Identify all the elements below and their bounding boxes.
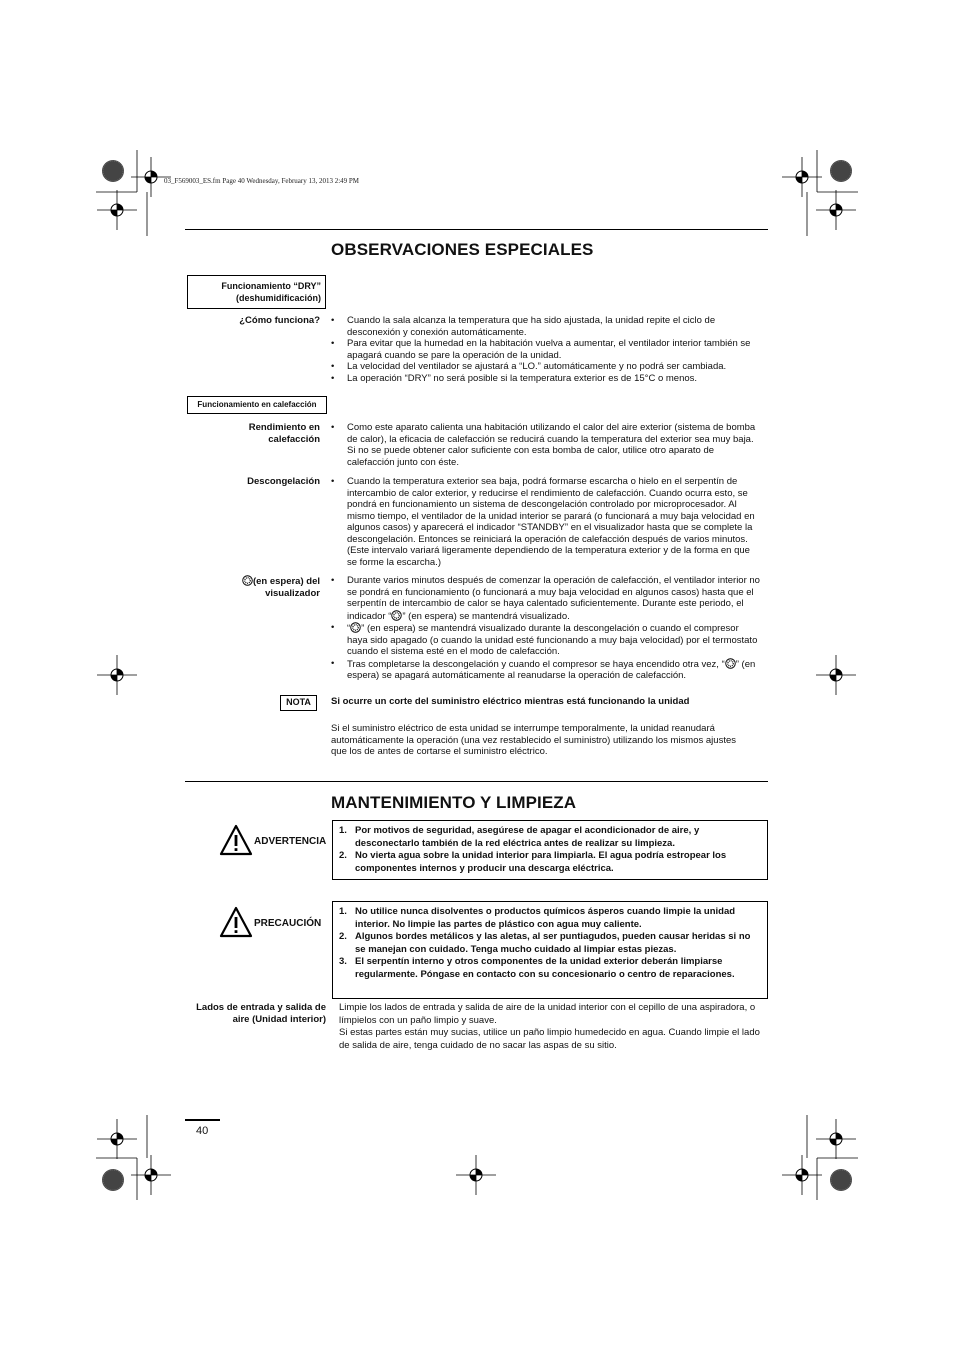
lados-label: Lados de entrada y salida de aire (Unidad interior) xyxy=(196,1002,326,1025)
como-funciona-list xyxy=(331,315,761,384)
section-title-mantenimiento: MANTENIMIENTO Y LIMPIEZA xyxy=(331,793,577,812)
list-item: 1. No utilice nunca disolventes o productos químicos ásperos cuando limpie la unidad interior. No limpie las partes de plástico con agua muy caliente. xyxy=(339,906,736,930)
standby-icon xyxy=(242,575,253,586)
list-item: • La operación “DRY” no será posible si la temperatura exterior es de 15°C o menos. xyxy=(331,373,761,385)
page-number: 40 xyxy=(196,1125,209,1137)
caution-triangle-icon xyxy=(219,906,253,938)
standby-text-2b: ” (en espera) se mantendrá visualizado durante la descongelación o cuando el compresor haya sido apagado (o cuando la unidad esté funcionando a muy baja velocidad) por el termostato cuando el sistema esté en el modo de calefacción. xyxy=(347,623,758,657)
nota-label: NOTA xyxy=(280,695,317,711)
warning-triangle-icon xyxy=(219,824,253,856)
como-funciona-label: ¿Cómo funciona? xyxy=(239,315,320,326)
list-item xyxy=(331,622,761,658)
advertencia-label: ADVERTENCIA xyxy=(254,836,327,847)
descongelacion-list xyxy=(331,476,761,568)
page-number-rule xyxy=(185,1119,220,1121)
standby-text-1b: ” (en espera) se mantendrá visualizado. xyxy=(402,610,570,622)
section-divider xyxy=(185,229,768,230)
list-item xyxy=(331,575,761,622)
nota-text: Si el suministro eléctrico de esta unidad se interrumpe temporalmente, la unidad reanudará automáticamente la operación (una vez restablecido el suministro) utilizando los mismos ajustes que los de antes de cortarse el suministro eléctrico. xyxy=(331,723,736,757)
list-item xyxy=(331,658,761,682)
standby-label-block xyxy=(206,575,320,600)
standby-icon xyxy=(391,610,402,621)
standby-text-1: Durante varios minutos después de comenzar la operación de calefacción, el ventilador interior no se pondrá en funcionamiento (o funcionará a muy baja velocidad en algunos casos) hasta que el serpentín de intercambio de calor se haya calentado suficientemente. Durante este periodo, el indicador “ xyxy=(347,575,760,622)
dry-mode-box: Funcionamiento “DRY” (deshumidificación) xyxy=(187,275,326,309)
list-item: 3. El serpentín interno y otros componentes de la unidad exterior deberán limpiarse regularmente. Póngase en contacto con su concesionario o centro de reparaciones. xyxy=(339,956,735,980)
precaucion-box xyxy=(332,901,768,999)
list-item: • Cuando la sala alcanza la temperatura que ha sido ajustada, la unidad repite el ciclo de desconexión y conexión automáticamente. xyxy=(331,315,761,338)
standby-text-2a: “ xyxy=(347,623,351,634)
heating-mode-box: Funcionamiento en calefacción xyxy=(187,396,327,414)
standby-list xyxy=(331,575,761,682)
file-header: 03_F569003_ES.fm Page 40 Wednesday, February 13, 2013 2:49 PM xyxy=(164,177,360,185)
standby-icon xyxy=(725,658,736,669)
lados-paragraph-1: Limpie los lados de entrada y salida de aire de la unidad interior con el cepillo de una aspiradora, o límpielos con un paño limpio y suave. xyxy=(339,1002,756,1026)
rendimiento-list xyxy=(331,422,761,468)
list-item: 2. Algunos bordes metálicos y las aletas, al ser puntiagudos, pueden causar heridas si no se manejan con cuidado. Tenga mucho cuidado al limpiar estas piezas. xyxy=(339,931,751,955)
rendimiento-label: Rendimiento en calefacción xyxy=(248,422,320,445)
section-divider xyxy=(185,781,768,782)
nota-heading: Si ocurre un corte del suministro eléctrico mientras está funcionando la unidad xyxy=(331,696,690,707)
lados-text xyxy=(339,1002,761,1052)
list-item: 1. Por motivos de seguridad, asegúrese de apagar el acondicionador de aire, y desconectarlo también de la red eléctrica antes de realizar su limpieza. xyxy=(339,825,700,849)
standby-text-3b: ” (en espera) se apagará automáticamente al reanudarse la operación de calefacción. xyxy=(347,658,756,681)
standby-text-3a: Tras completarse la descongelación y cuando el compresor se haya encendido otra vez, “ xyxy=(347,658,725,670)
list-item: • Para evitar que la humedad en la habitación vuelva a aumentar, el ventilador interior también se apagará cuando se pare la operación de la unidad. xyxy=(331,338,761,361)
standby-label: (en espera) del visualizador xyxy=(252,576,320,599)
precaucion-label: PRECAUCIÓN xyxy=(254,918,322,929)
advertencia-box xyxy=(332,820,768,880)
descongelacion-label: Descongelación xyxy=(247,476,320,487)
list-item: • Cuando la temperatura exterior sea baja, podrá formarse escarcha o hielo en el serpentín de intercambio de calor exterior, y reducirse el rendimiento de calefacción. Cuando ocurra esto, se pondrá en funcionamiento un sistema de descongelación controlado por microprocesador. Al mismo tiempo, el ventilador de la unidad interior se parará (o funcionará a muy baja velocidad en algunos casos) y aparecerá el indicador “STANDBY” en el visualizador hasta que se complete la descongelación. Entonces se reiniciará la operación de calefacción después de varios minutos. (Este intervalo variará ligeramente dependiendo de la temperatura exterior y de la forma en que se forme la escarcha.) xyxy=(331,476,761,568)
list-item: 2. No vierta agua sobre la unidad interior para limpiarla. El agua podría estropear los componentes internos y producir una descarga eléctrica. xyxy=(339,850,727,874)
lados-paragraph-2: Si estas partes están muy sucias, utilice un paño limpio humedecido en agua. Cuando limpie el lado de salida de aire, tenga cuidado de no sacar las aspas de su sitio. xyxy=(339,1027,760,1051)
list-item: • La velocidad del ventilador se ajustará a “LO.” automáticamente y no podrá ser cambiada. xyxy=(331,361,761,373)
list-item: • Como este aparato calienta una habitación utilizando el calor del aire exterior (sistema de bomba de calor), la eficacia de calefacción se reducirá cuando la temperatura del exterior sea muy baja. Si no se puede obtener calor suficiente con esta bomba de calor, utilice otro aparato de calefacción junto con éste. xyxy=(331,422,761,468)
section-title-observaciones: OBSERVACIONES ESPECIALES xyxy=(331,240,594,259)
standby-icon xyxy=(350,622,361,633)
